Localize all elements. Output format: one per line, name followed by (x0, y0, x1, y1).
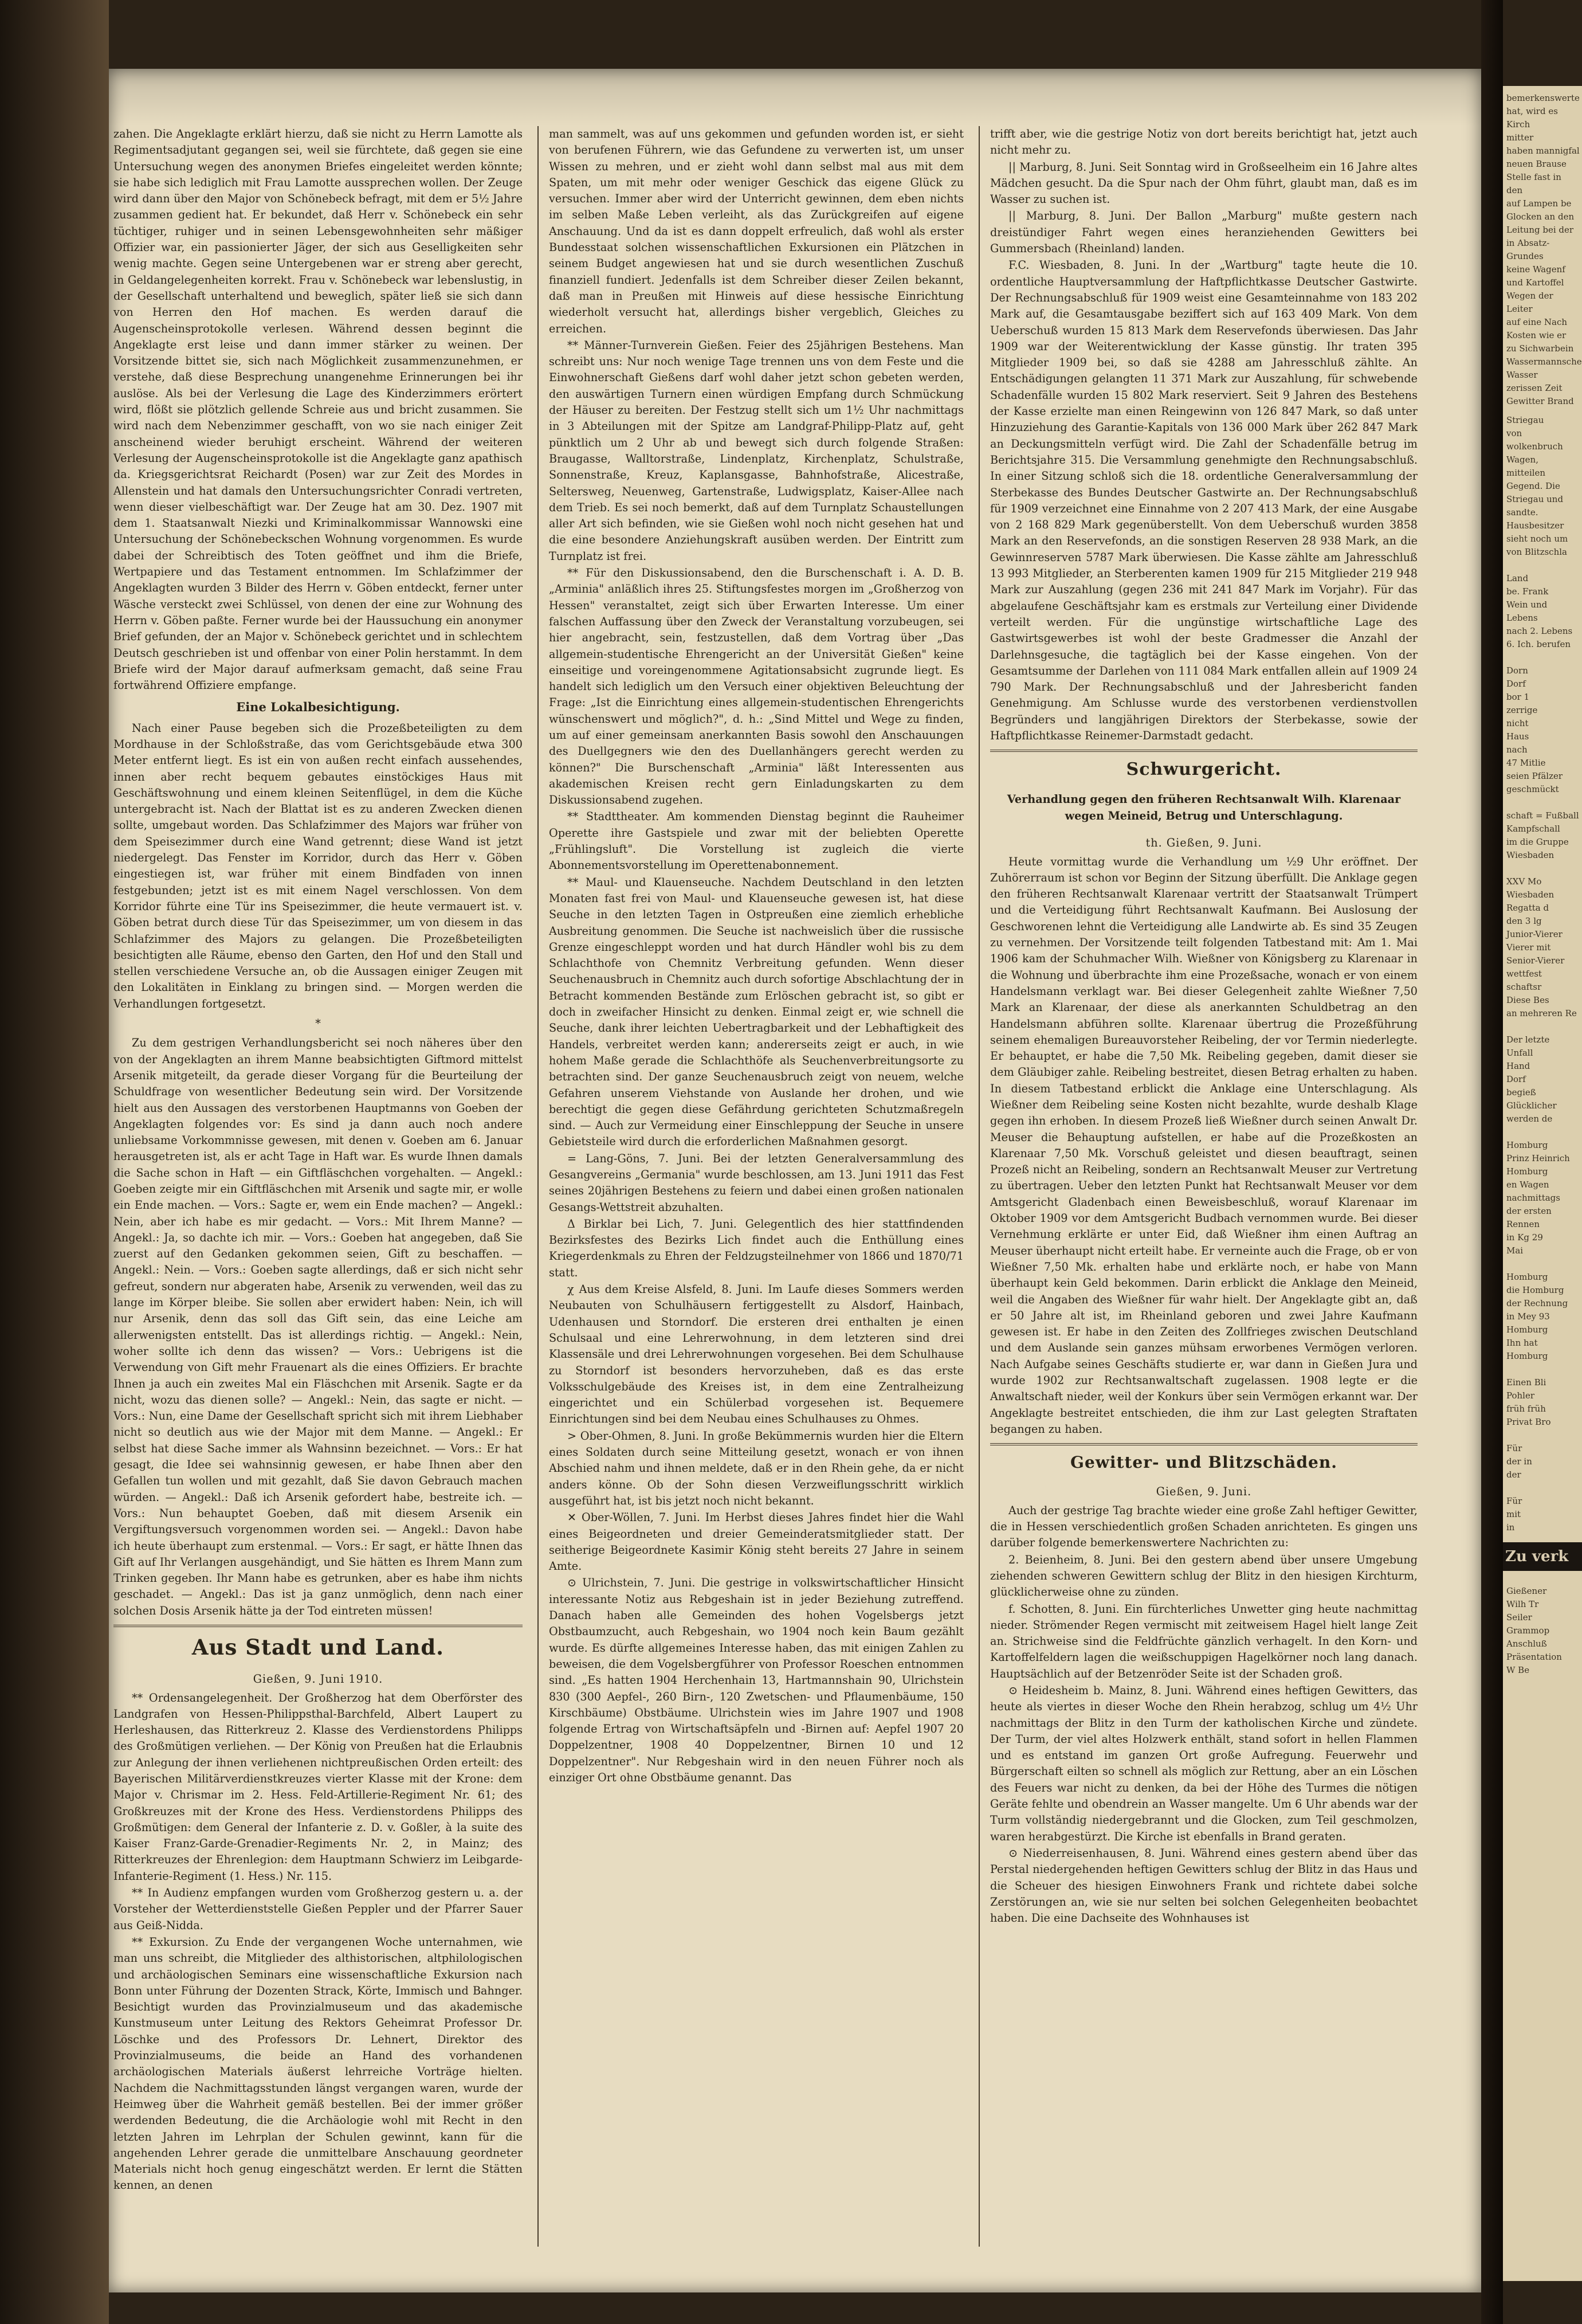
adjacent-page-text: Gießener Wilh Tr Seiler Grammop Anschluß Präsentation W Be (1506, 1586, 1562, 1675)
dateline: th. Gießen, 9. Juni. (1145, 836, 1262, 850)
article-paragraph: Heute vormittag wurde die Verhandlung um ½9 Uhr eröffnet. Der Zuhörerraum ist schon vor Beginn der Sitzung überfüllt. Die Anklage gegen den früheren Rechtsanwalt Klarenaar vertritt der Staatsanwalt Trümpert und die Verteidigung führt Rechtsanwalt Kaufmann. Bei Auslosung der Geschworenen lehnt die Verteidigung alle Landwirte ab. Es sind 35 Zeugen zu vernehmen. Der Vorsitzende teilt folgenden Tatbestand mit: Am 1. Mai 1906 kam der Schuhmacher Wilh. Wießner von Königsberg zu Klarenaar in die Wohnung und überbrachte ihm eine Prozeßsache, wonach er von einem Handelsmann verklagt war. Bei dieser Gelegenheit zahlte Wießner 7,50 Mark an Klarenaar, der diese als anerkannten Schuldbetrag an den Handelsmann abführen sollte. Klarenaar übertrug die Prozeßführung seinem ehemaligen Bureauvorsteher Reibeling, der vor Termin niederlegte. Er behauptet, er habe die 7,50 Mk. Reibeling gegeben, damit dieser sie dem Gläubiger zahle. Reibeling bestreitet, diesen Betrag erhalten zu haben. In diesem Tatbestand erblickt die Anklage eine Unterschlagung. Als Wießner dem Reibeling seine Kosten nicht bezahlte, wurde deshalb Klage gegen ihn erhoben. In diesem Prozeß ließ Wießner durch seinen Anwalt Dr. Meuser die Behauptung aufstellen, er habe auf die Prozeßkosten an Klarenaar 7,50 Mk. Vorschuß geleistet und diesen beauftragt, seinen Prozeß nicht an Reibeling, sondern an Rechtsanwalt Meuser zur Vertretung zu übertragen. Ueber den letzten Punkt hat Rechtsanwalt Meuser vor dem Amtsgericht Gladenbach einen Beweisbeschluß, worauf Klarenaar im Oktober 1909 vor dem Amtsgericht Budbach vernommen wurde. Bei dieser Vernehmung erklärte er unter Eid, daß Wießner ihm einen Auftrag an Meuser überhaupt nicht erteilt habe. Er verneinte auch die Frage, ob er von Wießner 7,50 Mk. erhalten habe und erklärte noch, er habe von Mann überhaupt kein Geld bekommen. Darin erblickt die Anklage den Meineid, weil die Angaben des Wießner für wahr hielt. Der Angeklagte gibt an, daß er 50 Jahre alt ist, im Rheinland geboren und zwei Jahre Kaufmann gewesen ist. Er habe in den Zeiten des Zollfrieges zwischen Deutschland und dem Auslande sein ganzes mühsam erworbenes Vermögen verloren. Nach Aufgabe seines Geschäfts studierte er, war dann in Gießen Jura und wurde 1902 zur Rechtsanwaltschaft zugelassen. 1908 legte er die Anwaltschaft nieder, weil der Konkurs über sein Vermögen erkannt war. Der Angeklagte bestreitet entschieden, die ihm zur Last gelegten Straftaten begangen zu haben. (990, 855, 1418, 1436)
news-item: ⊙ Niederreisenhausen, 8. Juni. Während eines gestern abend über das Perstal niedergehenden heftigen Gewitters schlug der Blitz in das Haus und die Scheuer des hiesigen Einwohners Frank und richtete dabei solche Zerstörungen an, wie sie nur selten bei solchen Gelegenheiten beobachtet haben. Die eine Dachseite des Wohnhauses ist (990, 1846, 1418, 1925)
book-gutter (1481, 0, 1503, 2324)
news-item: ** Männer-Turnverein Gießen. Feier des 25jährigen Bestehens. Man schreibt uns: Nur noch wenige Tage trennen uns von dem Feste und die Einwohnerschaft Gießens darf wohl daher jetzt schon gebeten werden, den auswärtigen Turnern einen würdigen Empfang durch Schmückung der Häuser zu bereiten. Der Festzug stellt sich um 1½ Uhr nachmittags in 3 Abteilungen mit der Spitze am Landgraf-Philipp-Platz auf, geht pünktlich um 2 Uhr ab und bewegt sich durch folgende Straßen: Braugasse, Walltorstraße, Lindenplatz, Kirchenplatz, Schulstraße, Sonnenstraße, Kreuz, Kaplansgasse, Bahnhofstraße, Alicestraße, Seltersweg, Neuenweg, Gartenstraße, Ludwigsplatz, Kaiser-Allee nach dem Trieb. Es sei noch bemerkt, daß auf dem Turnplatz Schaustellungen aller Art sich befinden, wie sie Gießen wohl noch nicht gesehen hat und die eine besondere Anziehungskraft ausüben werden. Der Eintritt zum Turnplatz ist frei. (549, 338, 964, 563)
news-item: ** Für den Diskussionsabend, den die Burschenschaft i. A. D. B. „Arminia" anläßlich ihres 25. Stiftungsfestes morgen im „Großherzog von Hessen" veranstaltet, zeigt sich über Erwarten Interesse. Um einer falschen Auffassung über den Zweck der Veranstaltung vorzubeugen, sei hier angebracht, sein, festzustellen, daß dem Vortrag über „Das allgemein-studentische Ehrengericht an der Universität Gießen" keine einseitige und voreingenommene Agitationsabsicht zugrunde liegt. Es handelt sich lediglich um den Versuch einer objektiven Beleuchtung der Frage: „Ist die Einrichtung eines allgemein-studentischen Ehrengerichts wünschenswert und möglich?", d. h.: „Sind Mittel und Wege zu finden, um auf einer gemeinsam anerkannten Basis sowohl den Anschauungen des Duellgegners wie den des Duellanhängers gerecht werden zu können?" Die Burschenschaft „Arminia" läßt Interessenten aus akademischen Kreisen recht gern Einladungskarten zu dem Diskussionsabend zugehen. (549, 566, 964, 807)
gewitter-heading: Gewitter- und Blitzschäden. (1070, 1453, 1337, 1472)
article-paragraph: Zu dem gestrigen Verhandlungsbericht sei noch näheres über den von der Angeklagten an ihrem Manne beabsichtigten Giftmord mittelst Arsenik mitgeteilt, da gerade dieser Vorgang für die Beurteilung der Schuldfrage von wesentlicher Bedeutung sein wird. Der Vorsitzende hielt aus den Aussagen des verstorbenen Hauptmanns von Goeben der Angeklagten folgendes vor: Es sind ja dann auch noch andere unliebsame Vorkommnisse gewesen, mit denen v. Goeben am 6. Januar herausgetreten ist, als er acht Tage in Haft war. Es wurde Ihnen damals die Sache schon in Haft — ein Giftfläschchen vorgehalten. — Angekl.: Goeben zeigte mir ein Giftfläschchen mit Arsenik und sagte mir, er wolle ein Ende machen. — Vors.: Sagte er, wem ein Ende machen? — Angekl.: Nein, aber ich habe es mir gedacht. — Vors.: Mit Ihrem Manne? — Angekl.: Ja, so dachte ich mir. — Vors.: Goeben hat angegeben, daß Sie zuerst auf den Gedanken gekommen seien, Gift zu beschaffen. — Angekl.: Nein. — Vors.: Goeben sagte allerdings, daß er sich nicht sehr gefreut, sondern nur abgeraten habe, Arsenik zu verwenden, weil das zu lange im Körper bleibe. Sie sollen aber erwidert haben: Nein, ich will nur Arsenik, denn das soll das Gift sein, das eine Leiche am allerwenigsten entstellt. Das ist allerdings richtig. — Angekl.: Nein, woher sollte ich denn das wissen? — Vors.: Uebrigens ist die Verwendung von Gift mehr Frauenart als die eines Offiziers. Er brachte Ihnen ja auch ein zweites Mal ein Fläschchen mit Arsenik. Sagte er da nicht, wozu das dienen solle? — Angekl.: Nein, das sagte er nicht. — Vors.: Nun, eine Dame der Gesellschaft spricht sich mit ihrem Liebhaber nicht so deutlich aus wie der Major mit dem Manne. — Angekl.: Er selbst hat diese Sache immer als Wahnsinn bezeichnet. — Vors.: Er hat gesagt, die Idee sei wahnsinnig gewesen, er habe Ihnen aber den Gefallen tun wollen und mit gezahlt, daß Sie davon Gebrauch machen würden. — Angekl.: Daß ich Arsenik gefordert habe, bestreite ich. — Vors.: Nun behauptet Goeben, daß mit diesem Arsenik ein Vergiftungsversuch vorgenommen worden sei. — Angekl.: Davon habe ich heute überhaupt zum erstenmal. — Vors.: Er sagt, er hätte Ihnen das Gift auf Ihr Verlangen ausgehändigt, und Sie hätten es Ihrem Mann zum Trinken gegeben. Ihr Mann habe es getrunken, aber es habe ihm nichts geschadet. — Angekl.: Das ist ja ganz unmöglich, denn nach einer solchen Dosis Arsenik hätte ja der Tod eintreten müssen! (113, 1036, 523, 1617)
news-item: ** In Audienz empfangen wurden vom Großherzog gestern u. a. der Vorsteher der Wetterdienststelle Gießen Peppler und der Pfarrer Sauer aus Geiß-Nidda. (113, 1886, 523, 1932)
schwurgericht-subheading: Verhandlung gegen den früheren Rechtsanwalt Wilh. Klarenaar wegen Meineid, Betrug und Unterschlagung. (1007, 793, 1401, 822)
adjacent-page-text: Striegau von wolkenbruch Wagen, mitteilen Gegend. Die Striegau und sandte. Hausbesitzer sieht noch um von Blitzschla Land be. Frank Wein und Lebens nach 2. Lebens 6. Ich. berufen Dorn Dorf bor 1 zerrige nicht Haus nach 47 Mitlie seien Pfälzer geschmückt schaft = Fußball Kampfschall im die Gruppe Wiesbaden XXV Mo Wiesbaden Regatta d den 3 lg Junior-Vierer Vierer mit Senior-Vierer wettfest schaftsr Diese Bes an mehreren Re Der letzte Unfall Hand Dorf begieß Glücklicher werden de Homburg Prinz Heinrich Homburg en Wagen nachmittags der ersten Rennen in Kg 29 Mai Homburg die Homburg der Rechnung in Mey 93 Homburg Ihn hat Homburg Einen Bli Pohler früh früh Privat Bro Für der in der Für mit in (1506, 415, 1579, 1533)
newspaper-page (109, 69, 1481, 2292)
news-item: ** Exkursion. Zu Ende der vergangenen Woche unternahmen, wie man uns schreibt, die Mitglieder des althistorischen, altphilologischen und archäologischen Seminars eine wissenschaftliche Exkursion nach Bonn unter Führung der Dozenten Strack, Körte, Immisch und Bahnger. Besichtigt wurden das Provinzialmuseum und das akademische Kunstmuseum unter Leitung des Rektors Geheimrat Professor Dr. Löschke und des Professors Dr. Lehnert, Direktor des Provinzialmuseums, die beide an Hand des vorhandenen archäologischen Materials äußerst lehrreiche Vorträge hielten. Nachdem die Nachmittagsstunden längst vergangen waren, wurde der Heimweg über die Wahrheit gemäß bestellen. Bei der immer größer werdenden Bedeutung, die die Archäologie wohl mit Recht in den letzten Jahren im Lehrplan der Schulen gewinnt, kann für die angehenden Lehrer gerade die unmittelbare Anschauung geordneter Materials nicht hoch genug eingeschätzt werden. Er lernt die Stätten kennen, an denen (113, 1935, 523, 2192)
book-binding-left (0, 0, 109, 2324)
news-item: > Ober-Ohmen, 8. Juni. In große Bekümmernis wurden hier die Eltern eines Soldaten durch seine Mitteilung gesetzt, wonach er von ihnen Abschied nahm und ihnen meldete, daß er in den Rhein gehe, da er nicht anders könne. Ob der Sohn diesen Verzweiflungsschritt wirklich ausgeführt hat, ist bis jetzt noch nicht bekannt. (549, 1429, 964, 1507)
news-item: Δ Birklar bei Lich, 7. Juni. Gelegentlich des hier stattfindenden Bezirksfestes des Bezirks Lich findet auch die Enthüllung eines Kriegerdenkmals zu Ehren der Feldzugsteilnehmer von 1866 und 1870/71 statt. (549, 1217, 964, 1279)
lokal-heading: Eine Lokalbesichtigung. (236, 700, 400, 715)
schwurgericht-heading: Schwurgericht. (1126, 759, 1282, 780)
column-1 (109, 126, 531, 2252)
news-item: f. Schotten, 8. Juni. Ein fürchterliches Unwetter ging heute nachmittag nieder. Strömender Regen vermischt mit zeitweisem Hagel hielt lange Zeit an. Strichweise sind die Feldfrüchte gänzlich verhagelt. In den Korn- und Kartoffelfeldern lagen die weißschuppigen Hagelkörner noch lang danach. Hauptsächlich auf der Betzenröder Seite ist der Schaden groß. (990, 1602, 1418, 1680)
news-item: || Marburg, 8. Juni. Seit Sonntag wird in Großseelheim ein 16 Jahre altes Mädchen gesucht. Da die Spur nach der Ohm führt, glaubt man, daß es im Wasser zu suchen ist. (990, 160, 1418, 206)
adjacent-page-ad-banner: Zu verk (1503, 1542, 1582, 1571)
column-rule (979, 126, 980, 2247)
section-heading: Aus Stadt und Land. (191, 1635, 445, 1660)
news-item: = Lang-Göns, 7. Juni. Bei der letzten Generalversammlung des Gesangvereins „Germania" wurde beschlossen, am 13. Juni 1911 das Fest seines 20jährigen Bestehens zu feiern und dabei einen großen nationalen Gesangs-Wettstreit abzuhalten. (549, 1151, 964, 1214)
section-rule (990, 1443, 1418, 1445)
section-rule (990, 750, 1418, 752)
news-item: ** Stadttheater. Am kommenden Dienstag beginnt die Rauheimer Operette ihre Gastspiele und zwar mit der beliebten Operette „Frühlingsluft". Die Vorstellung ist zugleich die vierte Abonnementsvorstellung im Operettenabonnement. (549, 810, 964, 872)
news-item: ⊙ Heidesheim b. Mainz, 8. Juni. Während eines heftigen Gewitters, das heute als viertes in dieser Woche den Rhein herabzog, schlug um 4½ Uhr nachmittags der Blitz in den Turm der katholischen Kirche und zündete. Der Turm, der viel altes Holzwerk enthält, stand sofort in hellen Flammen und es entstand im ganzen Ort große Aufregung. Feuerwehr und Bürgerschaft eilten so schnell als möglich zur Rettung, aber an ein Löschen des Feuers war nicht zu denken, da bei der Höhe des Turmes die nötigen Geräte fehlte und obendrein an Wasser mangelte. Um 6 Uhr abends war der Turm vollständig niedergebrannt und die Glocken, zum Teil geschmolzen, waren herabgestürzt. Die Kirche ist ebenfalls in Brand geraten. (990, 1683, 1418, 1843)
page-top-edge (109, 69, 1481, 126)
column-2 (544, 126, 972, 2252)
section-divider-star: * (315, 1017, 321, 1030)
adjacent-page-text: bemerkenswerte hat, wird es Kirch mitter haben mannigfal neuen Brause Stelle fast in den auf Lampen be Glocken an den Leitung bei der in Absatz-Grundes keine Wagenf und Kartoffel Wegen der Leiter auf eine Nach Kosten wie er zu Sichwarbein Wassermannsche Wasser zerissen Zeit Gewitter Brand (1506, 93, 1582, 406)
column-3 (986, 126, 1426, 2252)
news-item: ** Ordensangelegenheit. Der Großherzog hat dem Oberförster des Landgrafen von Hessen-Philippsthal-Barchfeld, Albert Laupert zu Herleshausen, das Ritterkreuz 2. Klasse des Verdienstordens Philipps des Großmütigen verliehen. — Der König von Preußen hat die Erlaubnis zur Anlegung der ihnen verliehenen nichtpreußischen Orden erteilt: des Bayerischen Militärverdienstkreuzes vierter Klasse mit der Krone: dem Major v. Chrismar im 2. Hess. Feld-Artillerie-Regiment Nr. 61; des Großkreuzes mit der Krone des Hess. Verdienstordens Philipps des Großmütigen: dem General der Infanterie z. D. v. Goßler, à la suite des Kaiser Franz-Garde-Grenadier-Regiments Nr. 2, in Mainz; des Ritterkreuzes der Ehrenlegion: dem Hauptmann Schwierz im Leibgarde-Infanterie-Regiment (1. Hess.) Nr. 115. (113, 1691, 523, 1883)
dateline: Gießen, 9. Juni. (1156, 1485, 1252, 1499)
article-paragraph: zahen. Die Angeklagte erklärt hierzu, daß sie nicht zu Herrn Lamotte als Regimentsadjutant gegangen sei, weil sie fürchtete, daß gegen sie eine Untersuchung wegen des anonymen Briefes eingeleitet werden könnte; sie habe sich lediglich mit Frau Lamotte aussprechen wollen. Der Zeuge wird dann über den Major von Schönebeck befragt, mit dem er 5½ Jahre zusammen gedient hat. Er bekundet, daß Herr v. Schönebeck ein sehr tüchtiger, ruhiger und in seinen Lebensgewohnheiten sehr mäßiger Offizier war, ein passionierter Jäger, der sich aus Geselligkeiten sehr wenig machte. Gegen seine Untergebenen war er streng aber gerecht, in Geldangelegenheiten korrekt. Frau v. Schönebeck war lebenslustig, in der Gesellschaft unterhaltend und beweglich, später ließ sie sich dann von Herren den Hof machen. Es werden darauf die Augenscheinsprotokolle verlesen. Während dessen beginnt die Angeklagte erst leise und dann immer stärker zu weinen. Der Vorsitzende bittet sie, sich nach Möglichkeit zusammenzunehmen, er verstehe, daß diese Besprechung unangenehme Erinnerungen bei ihr auslöse. Als bei der Verlesung die Lage des Kinderzimmers erörtert wird, flößt sie plötzlich gellende Schreie aus und bricht zusammen. Sie wird nach dem Nebenzimmer geschafft, von wo sie nach einiger Zeit anscheinend wieder beruhigt erscheint. Während der weiteren Verlesung der Augenscheinsprotokolle ist die Angeklagte ganz apathisch da. Kriegsgerichtsrat Reichardt (Posen) war zur Zeit des Mordes in Allenstein und hat damals den Untersuchungsrichter Conradi vertreten, wenn dieser vielbeschäftigt war. Der Zeuge hat am 30. Dez. 1907 mit dem 1. Staatsanwalt Niezki und Kriminalkommissar Wannowski eine Untersuchung der Schönebeckschen Wohnung vorgenommen. Es wurde dabei der Schreibtisch des Toten geöffnet und ihm die Briefe, Wertpapiere und das Testament entnommen. Im Schlafzimmer der Angeklagten wurden 3 Bilder des Herrn v. Göben entdeckt, ferner unter Wäsche versteckt zwei Schlüssel, von denen der eine zur Wohnung des Herrn v. Göben paßte. Ferner wurde bei der Haussuchung ein anonymer Brief gefunden, der an Major v. Schönebeck gerichtet und in schlechtem Deutsch geschrieben ist und offenbar von einer Polin herstammt. In dem Briefe wird der Major darauf aufmerksam gemacht, daß seine Frau fortwährend Offiziere empfange. (113, 127, 523, 692)
news-item: ** Maul- und Klauenseuche. Nachdem Deutschland in den letzten Monaten fast frei von Maul- und Klauenseuche gewesen ist, hat diese Seuche in den letzten Tagen in Ostpreußen eine ziemlich erhebliche Ausbreitung genommen. Die Seuche ist nachweislich über die russische Grenze eingeschleppt worden und hat durch Händler wohl bis zu dem Schlachthofe von Chemnitz Verbreitung gefunden. Wenn dieser Seuchenausbruch in Chemnitz auch durch sofortige Abschlachtung der in Betracht kommenden Bestände zum Erlöschen gebracht ist, so gibt er doch in zweifacher Hinsicht zu denken. Einmal zeigt er, wie schnell die Seuche, dank ihrer leichten Uebertragbarkeit und der Lebhaftigkeit des Handels, verbreitet werden kann; andererseits zeigt er auch, in wie hohem Maße gerade die Schlachthöfe als Seuchenverbreitungsorte zu betrachten sind. Der ganze Seuchenausbruch zeigt von neuem, welche Gefahren unserem Viehstande von Auslande her drohen, und wie berechtigt die gegen diese Gefährdung gerichteten Schutzmaßregeln sind. — Auch zur Vermeidung einer Einschleppung der Seuche in unsere Gebietsteile wird durch die erforderlichen Maßnahmen gesorgt. (549, 875, 964, 1149)
adjacent-page-fragment (1503, 86, 1582, 2281)
dateline: Gießen, 9. Juni 1910. (253, 1672, 383, 1686)
news-item: 2. Beienheim, 8. Juni. Bei den gestern abend über unsere Umgebung ziehenden schweren Gewittern schlug der Blitz in den hiesigen Kirchturm, glücklicherweise ohne zu zünden. (990, 1553, 1418, 1599)
news-item: ✕ Ober-Wöllen, 7. Juni. Im Herbst dieses Jahres findet hier die Wahl eines Beigeordneten und dreier Gemeinderatsmitglieder statt. Der seitherige Beigeordnete Kasimir König steht bereits 27 Jahre in seinem Amte. (549, 1511, 964, 1573)
news-item: Auch der gestrige Tag brachte wieder eine große Zahl heftiger Gewitter, die in Hessen verschiedentlich großen Schaden anrichteten. Es gingen uns darüber folgende bemerkenswertere Nachrichten zu: (990, 1503, 1418, 1550)
news-item: || Marburg, 8. Juni. Der Ballon „Marburg" mußte gestern nach dreistündiger Fahrt wegen eines heranziehenden Gewitters bei Gummersbach (Rheinland) landen. (990, 209, 1418, 256)
article-paragraph: Nach einer Pause begeben sich die Prozeßbeteiligten zu dem Mordhause in der Schloßstraße, das vom Gerichtsgebäude etwa 300 Meter entfernt liegt. Es ist ein von außen recht einfach aussehendes, innen aber recht bequem gebautes einstöckiges Haus mit Geschäftswohnung und einem kleinen Seitenflügel, in dem die Küche untergebracht ist. Nach der Blattat ist es zu anderen Zwecken dienen sollte, umgebaut worden. Das Schlafzimmer des Majors war früher von dem Speisezimmer durch eine Wand getrennt; diese Wand ist jetzt niedergelegt. Das Fenster im Korridor, durch das Herr v. Göben eingestiegen ist, war früher mit einem Bindfaden von innen festgebunden; jetzt ist es mit einem Nagel verschlossen. Von dem Korridor führte eine Tür ins Speisezimmer, die heute vermauert ist. v. Göben betrat durch diese Tür das Speisezimmer, um von diesem in das Schlafzimmer des Majors zu gelangen. Die Prozeßbeteiligten besichtigten alle Räume, ebenso den Garten, den Hof und den Stall und stellen verschiedene Versuche an, ob die Aussagen einiger Zeugen mit den Lokalitäten in Einklang zu bringen sind. — Morgen werden die Verhandlungen fortgesetzt. (113, 721, 523, 1010)
section-rule (113, 1625, 523, 1627)
news-item: χ Aus dem Kreise Alsfeld, 8. Juni. Im Laufe dieses Sommers werden Neubauten von Schulhäusern fertiggestellt zu Alsdorf, Hainbach, Udenhausen und Storndorf. Die ersteren drei enthalten je einen Schulsaal und eine Lehrerwohnung, in dem letzteren sind drei Klassensäle und drei Lehrerwohnungen vorgesehen. Bei dem Schulhause zu Storndorf ist besonders hervorzuheben, daß es das erste Volksschulgebäude des Kreises ist, in dem eine Zentralheizung eingerichtet und ein Schülerbad vorgesehen ist. Bequemere Einrichtungen sind bei dem Neubau eines Schulhauses zu Ohmes. (549, 1283, 964, 1426)
news-item: ⊙ Ulrichstein, 7. Juni. Die gestrige in volkswirtschaftlicher Hinsicht interessante Notiz aus Rebgeshain ist in jeder Beziehung zutreffend. Danach haben alle Gemeinden des hohen Vogelsbergs jetzt Obstbaumzucht, auch Rebgeshain, wo 1904 noch kein Baum gezählt wurde. Es dürfte allgemeines Interesse haben, das mit einigen Zahlen zu beweisen, die dem Vogelsbergführer von Professor Roeschen entnommen sind. „Es hatten 1904 Herchenhain 13, Hartmannshain 90, Ulrichstein 830 (300 Aepfel-, 260 Birn-, 120 Zwetschen- und Pflaumenbäume, 150 Kirschbäume) Obstbäume. Ulrichstein wies im Jahre 1907 und 1908 folgende Ertrag von Wirtschaftsäpfeln und -Birnen auf: Aepfel 1907 20 Doppelzentner, 1908 40 Doppelzentner, Birnen 10 und 12 Doppelzentner". Nur Rebgeshain wird in den neuen Führer noch als einziger Ort ohne Obstbäume genannt. Das (549, 1576, 964, 1784)
column-rule (537, 126, 539, 2247)
news-item: F.C. Wiesbaden, 8. Juni. In der „Wartburg" tagte heute die 10. ordentliche Hauptversammlung der Haftpflichtkasse Deutscher Gastwirte. Der Rechnungsabschluß für 1909 weist eine Gesamteinnahme von 183 202 Mark auf, die Gesamtausgabe beziffert sich auf 163 409 Mark. Von dem Ueberschuß wurden 15 813 Mark dem Reservefonds überwiesen. Das Jahr 1909 war der Weiterentwicklung der Kasse günstig. Ihr traten 395 Mitglieder 1909 bei, so daß sie 4288 am Jahresschluß zählte. An Entschädigungen gelangten 11 371 Mark zur Auszahlung, für schwebende Schadenfälle wurden 15 802 Mark reserviert. Seit 9 Jahren des Bestehens der Kasse erzielte man einen Reingewinn von 126 847 Mark, so daß unter Hinzuziehung des Garantie-Kapitals von 136 000 Mark über 262 847 Mark an Deckungsmitteln verfügt wird. Die Zahl der Schadenfälle betrug im Berichtsjahre 315. Die Versammlung genehmigte den Rechnungsabschluß. In einer Sitzung schloß sich die 18. ordentliche Generalversammlung der Sterbekasse des Bundes Deutscher Gastwirte an. Der Rechnungsabschluß für 1909 verzeichnet eine Einnahme von 2 207 413 Mark, der eine Ausgabe von 2 168 829 Mark gegenüberstellt. Von dem Ueberschuß wurden 3858 Mark an den Reservefonds, an die sonstigen Reserven 28 938 Mark, an die Gewinnreserven 5787 Mark überwiesen. Die Kasse zählte am Jahresschluß 13 993 Mitglieder, an Sterberenten kamen 1909 für 215 Mitglieder 219 948 Mark zur Auszahlung (gegen 236 mit 241 847 Mark im Vorjahr). Für das abgelaufene Geschäftsjahr kam es erstmals zur Verteilung einer Dividende verteilt werden. Für die ungünstige wirtschaftliche Lage des Gastwirtsgewerbes ist wohl der beste Gradmesser die Anzahl der Darlehnsgesuche, die tagtäglich bei der Kasse eingehen. Von der Gesamtsumme der Darlehen von 111 084 Mark entfallen allein auf 1909 24 790 Mark. Der Rechnungsabschluß und der Jahresbericht fanden Genehmigung. Am Schlusse wurde des verstorbenen verdienstvollen Begründers und langjährigen Direktors der Sterbekasse, sowie der Haftpflichtkasse Reinemer-Darmstadt gedacht. (990, 258, 1418, 742)
news-item: man sammelt, was auf uns gekommen und gefunden worden ist, er sieht von berufenen Führern, wie das Gefundene zu verwerten ist, um unser Wissen zu mehren, und er zieht wohl dann selbst mal aus mit dem Spaten, um mit mehr oder weniger Geschick das eigene Glück zu versuchen. Immer aber wird der Unterricht gewinnen, dem eben nichts im selben Maße Leben verleiht, als das Zurückgreifen auf eigene Anschauung. Und da ist es dann doppelt erfreulich, daß wohl als erster Bundesstaat solchen wissenschaftlichen Exkursionen ein Plätzchen in seinem Budget angewiesen hat und sie durch wesentlichen Zuschuß finanziell fundiert. Jedenfalls ist dem Schreiber dieser Zeilen bekannt, daß man in Preußen mit Hinweis auf diese hessische Einrichtung wiederholt versucht hat, allerdings bisher vergeblich, Gleiches zu erreichen. (549, 127, 964, 335)
news-item: trifft aber, wie die gestrige Notiz von dort bereits berichtigt hat, jetzt auch nicht mehr zu. (990, 127, 1418, 157)
